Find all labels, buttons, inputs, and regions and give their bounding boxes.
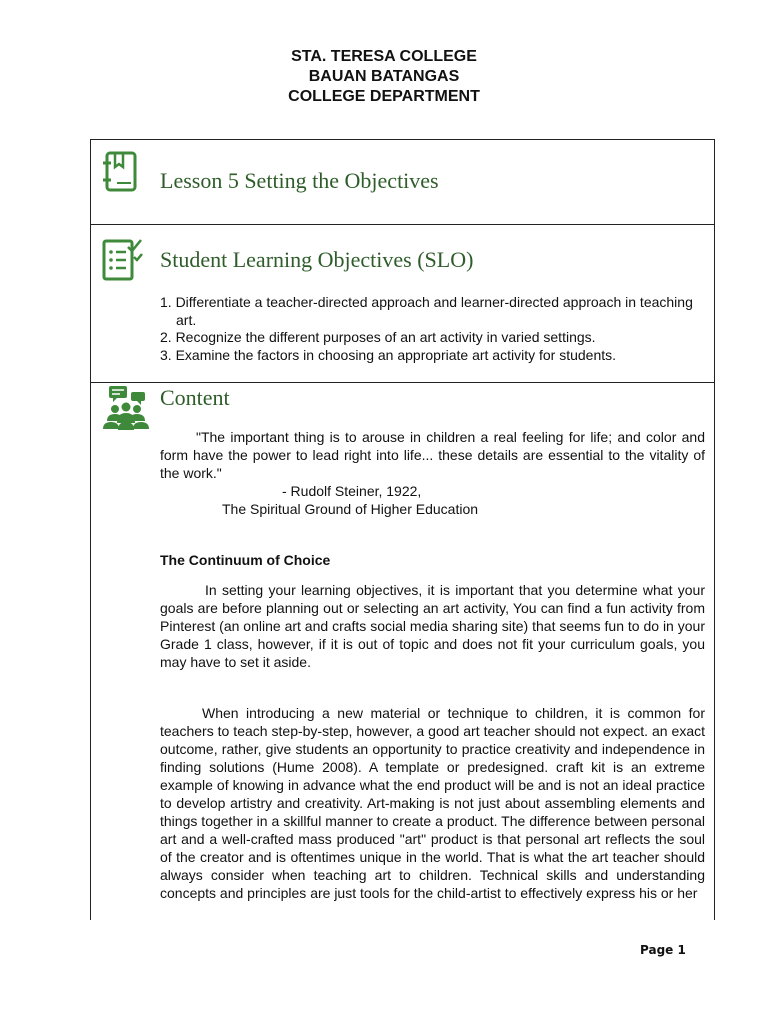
content-body <box>160 428 705 902</box>
section-subheading: The Continuum of Choice <box>160 552 331 568</box>
lesson-title-section <box>91 140 714 225</box>
paragraph-objectives: In setting your learning objectives, it is important that you determine what your goals are before planning out or selecting an art activity, You can find a fun activity from Pinterest (an online art and crafts social media sharing site) that seems fun to do in your Grade 1 class, however, if it is out of topic and does not fit your curriculum goals, you may have to set it aside. <box>160 582 705 670</box>
quote-source: The Spiritual Ground of Higher Education <box>222 501 479 517</box>
college-name: STA. TERESA COLLEGE <box>291 48 477 65</box>
steiner-quote: "The important thing is to arouse in children a real feeling for life; and color and form have the power to lead right into life... these details are essential to the vitality of the work." <box>160 429 705 481</box>
group-discussion-icon <box>101 385 151 436</box>
slo-list <box>160 294 700 364</box>
lesson-frame <box>90 139 715 920</box>
slo-item: 2. Recognize the different purposes of an art activity in varied settings. <box>160 329 596 345</box>
content-section <box>91 383 714 913</box>
quote-author: - Rudolf Steiner, 1922, <box>282 483 422 499</box>
page-number: Page 1 <box>640 943 686 957</box>
slo-section <box>91 225 714 383</box>
checklist-icon <box>101 237 145 288</box>
slo-item: 1. Differentiate a teacher-directed approach and learner-directed approach in teaching art. <box>160 294 693 328</box>
college-location: BAUAN BATANGAS <box>308 68 460 85</box>
paragraph-materials: When introducing a new material or technique to children, it is common for teachers to teach step-by-step, however, a good art teacher should not expect. an exact outcome, rather, give students an opportunity to practice creativity and independence in finding solutions (Hume 2008). A template or predesigned. craft kit is an extreme example of knowing in advance what the end product will be and is not an ideal practice to develop artistry and creativity. Art-making is not just about assembling elements and things together in a skillful manner to create a product. The difference between personal art and a well-crafted mass produced "art" product is that personal art reflects the soul of the creator and is oftentimes unique in the world. That is what the art teacher should always consider when teaching art to children. Technical skills and understanding concepts and principles are just tools for the child-artist to effectively express his or her <box>160 705 705 901</box>
content-title: Content <box>160 385 230 410</box>
document-header <box>0 47 768 107</box>
slo-title: Student Learning Objectives (SLO) <box>160 247 474 272</box>
book-icon <box>101 150 141 199</box>
department-name: COLLEGE DEPARTMENT <box>288 88 480 105</box>
slo-item: 3. Examine the factors in choosing an appropriate art activity for students. <box>160 346 617 363</box>
lesson-title: Lesson 5 Setting the Objectives <box>160 168 439 193</box>
